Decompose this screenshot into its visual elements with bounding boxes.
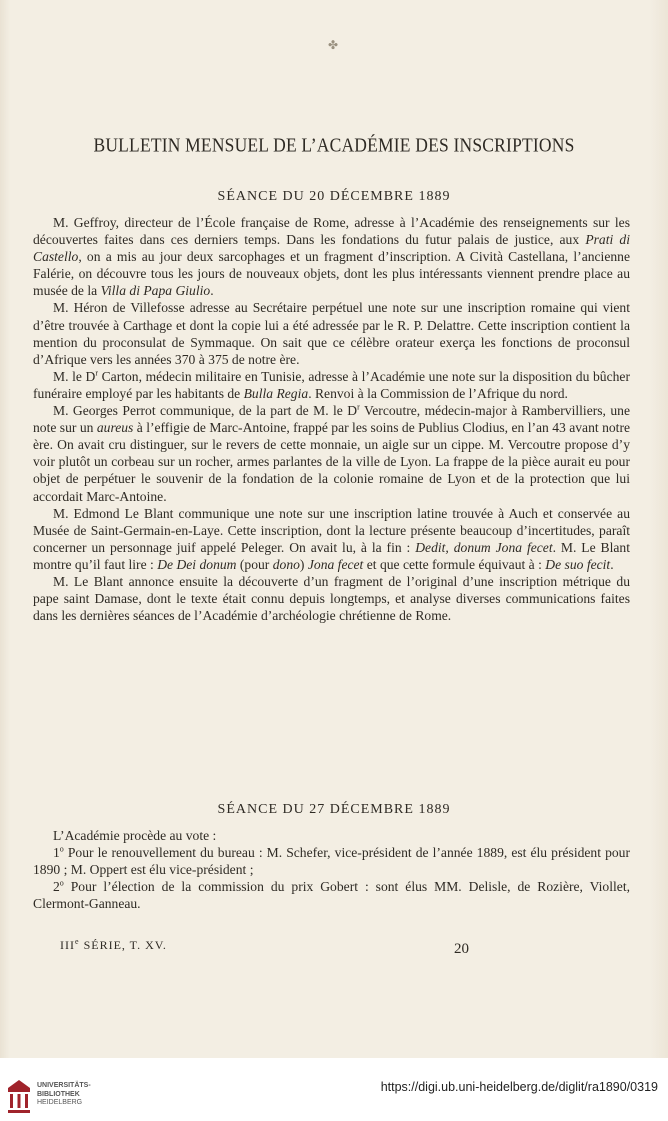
session-title-1: SÉANCE DU 20 DÉCEMBRE 1889 [217, 189, 451, 204]
paragraph: M. Le Blant annonce ensuite la découverte d’un fragment de l’original d’une inscription métrique du pape saint Damase, dont le texte était connu depuis longtemps, et analyse diverses communications faites dans les dernières séances de l’Académie d’archéologie chrétienne de Rome. [33, 573, 630, 624]
paragraph: M. le $D^r$ Carton, médecin militaire en Tunisie, adresse à l’Académie une note sur la disposition du bûcher funéraire employé par les habitants de Bulla Regia. Renvoi à la Commission de l’Afrique du nord. [33, 368, 630, 401]
permalink-url[interactable]: https://digi.ub.uni-heidelberg.de/diglit/ra1890/0319 [380, 1080, 658, 1094]
paragraph: 2$^o$ Pour l’élection de la commission du prix Gobert : sont élus MM. Delisle, de Rozière, Viollet, Clermont-Ganneau. [33, 878, 630, 912]
session-1-body [33, 214, 630, 624]
paragraph: 1$^o$ Pour le renouvellement du bureau : M. Schefer, vice-président de l’année 1889, est élu président pour 1890 ; M. Oppert est élu vice-président ; [33, 844, 630, 878]
paragraph: L’Académie procède au vote : [53, 828, 217, 843]
ornament-icon: ✤ [328, 38, 339, 52]
signature-mark: IIIe SÉRIE, T. XV. [60, 937, 167, 952]
paragraph: M. Georges Perrot communique, de la part de M. le $D^r$ Vercoutre, médecin-major à Rambervilliers, une note sur un aureus à l’effigie de Marc-Antoine, frappé par les soins de Publius Clodius, en l’an 43 avant notre ère. On avait cru distinguer, sur le revers de cette monnaie, un aigle sur un cippe. M. Vercoutre propose d’y voir plutôt un corbeau sur un rocher, armes parlantes de la ville de Lyon. La frappe de la pièce aurait eu pour objet de perpétuer le souvenir de la fondation de la colonie romaine de Lyon et de la protection que lui accordait Marc-Antoine. [33, 402, 631, 504]
university-library-logo-icon [6, 1078, 32, 1116]
paragraph: M. Héron de Villefosse adresse au Secrétaire perpétuel une note sur une inscription romaine qui vient d’être trouvée à Carthage et dont la copie lui a été adressée par le R. P. Delattre. Cette inscription contient la mention du proconsulat de Symmaque. On sait que ce célèbre orateur exerça les fonctions de proconsul d’Afrique vers les années 370 à 375 de notre ère. [33, 300, 630, 367]
paragraph: M. Edmond Le Blant communique une note sur une inscription latine trouvée à Auch et conservée au Musée de Saint-Germain-en-Laye. Cette inscription, dont la lecture présente beaucoup d’incertitudes, paraît concerner un personnage juif appelé Peleger. On avait lu, à la fin : Dedit, donum Jona fecet. M. Le Blant montre qu’il faut lire : De Dei donum (pour dono) Jona fecet et que cette formule équivaut à : De suo fecit. [33, 505, 630, 572]
page-number: 20 [454, 941, 469, 957]
library-footer-bar [0, 1058, 668, 1121]
paragraph: M. Geffroy, directeur de l’École française de Rome, adresse à l’Académie des renseignements sur les découvertes faites dans ces derniers temps. Dans les fondations du futur palais de justice, aux Prati di Castello, on a mis au jour deux sarcophages et un fragment d’inscription. A Cività Castellana, l’ancienne Falérie, on découvre tous les jours de nouveaux objets, dont les plus intéressants viennent prendre place au musée de la Villa di Papa Giulio. [33, 215, 630, 299]
library-name: UNIVERSITÄTS- BIBLIOTHEK HEIDELBERG [37, 1082, 91, 1106]
running-title: BULLETIN MENSUEL DE L’ACADÉMIE DES INSCRIPTIONS [93, 133, 575, 156]
session-title-2: SÉANCE DU 27 DÉCEMBRE 1889 [217, 802, 451, 817]
session-2-body [33, 827, 630, 912]
